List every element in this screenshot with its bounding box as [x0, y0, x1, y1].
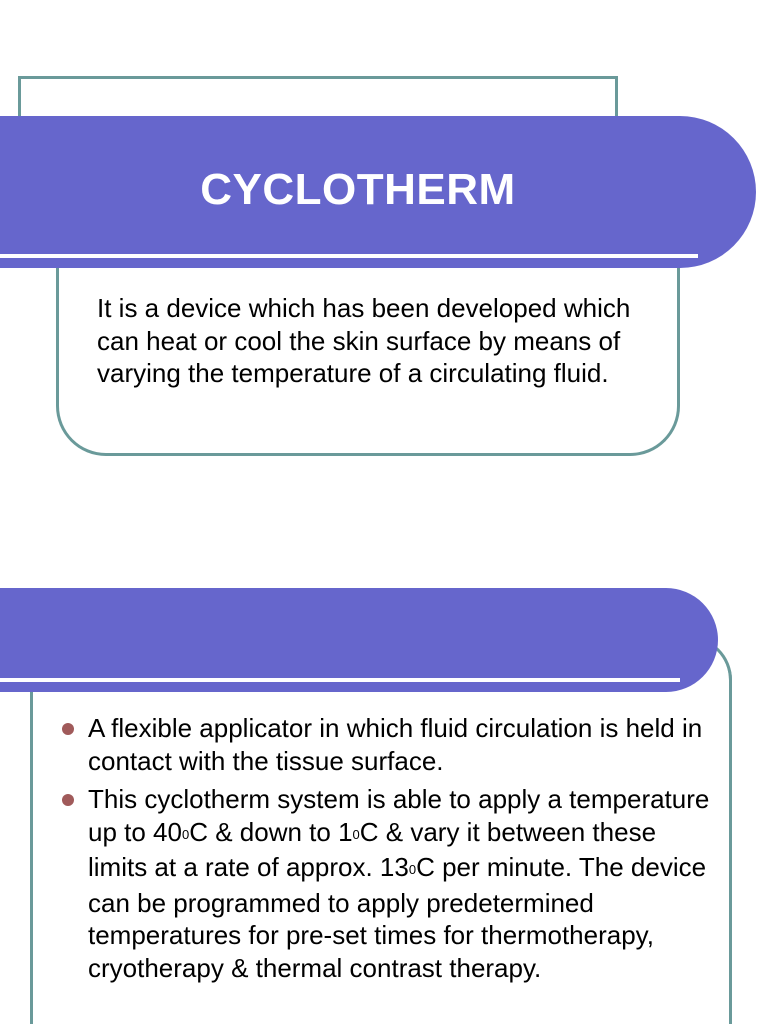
bullet2-text-part3: C & vary it between these limits at a rate of approx. 13: [88, 816, 657, 882]
list-item: [60, 712, 720, 777]
slide2-title-banner: [0, 588, 718, 692]
slide1-body-text: It is a device which has been developed which can heat or cool the skin surface by means of varying the temperature of a circulating fluid.: [97, 293, 631, 388]
bullet2-text-part2: C & down to 1: [189, 816, 353, 847]
slide2-bullet-list: [60, 712, 720, 990]
bullet2-text-part1: This cyclotherm system is able to apply a temperature up to 40: [88, 784, 710, 847]
slide1-title: CYCLOTHERM: [200, 165, 516, 214]
degree-mark: 0: [408, 862, 417, 877]
slide1-banner-divider: [0, 254, 698, 258]
degree-mark: 0: [181, 826, 190, 842]
bullet2-text-part4: C per minute. The device can be programmed to apply predetermined temperatures for pre-set times for thermotherapy, cryotherapy & thermal contrast therapy.: [88, 852, 707, 983]
slide2-banner-divider: [0, 678, 680, 682]
bullet-dot-icon: [62, 794, 74, 806]
list-item: [60, 783, 720, 984]
bullet1-text: A flexible applicator in which fluid circulation is held in contact with the tissue surface.: [88, 713, 703, 776]
bullet-dot-icon: [62, 723, 74, 735]
degree-mark: 0: [352, 826, 360, 842]
